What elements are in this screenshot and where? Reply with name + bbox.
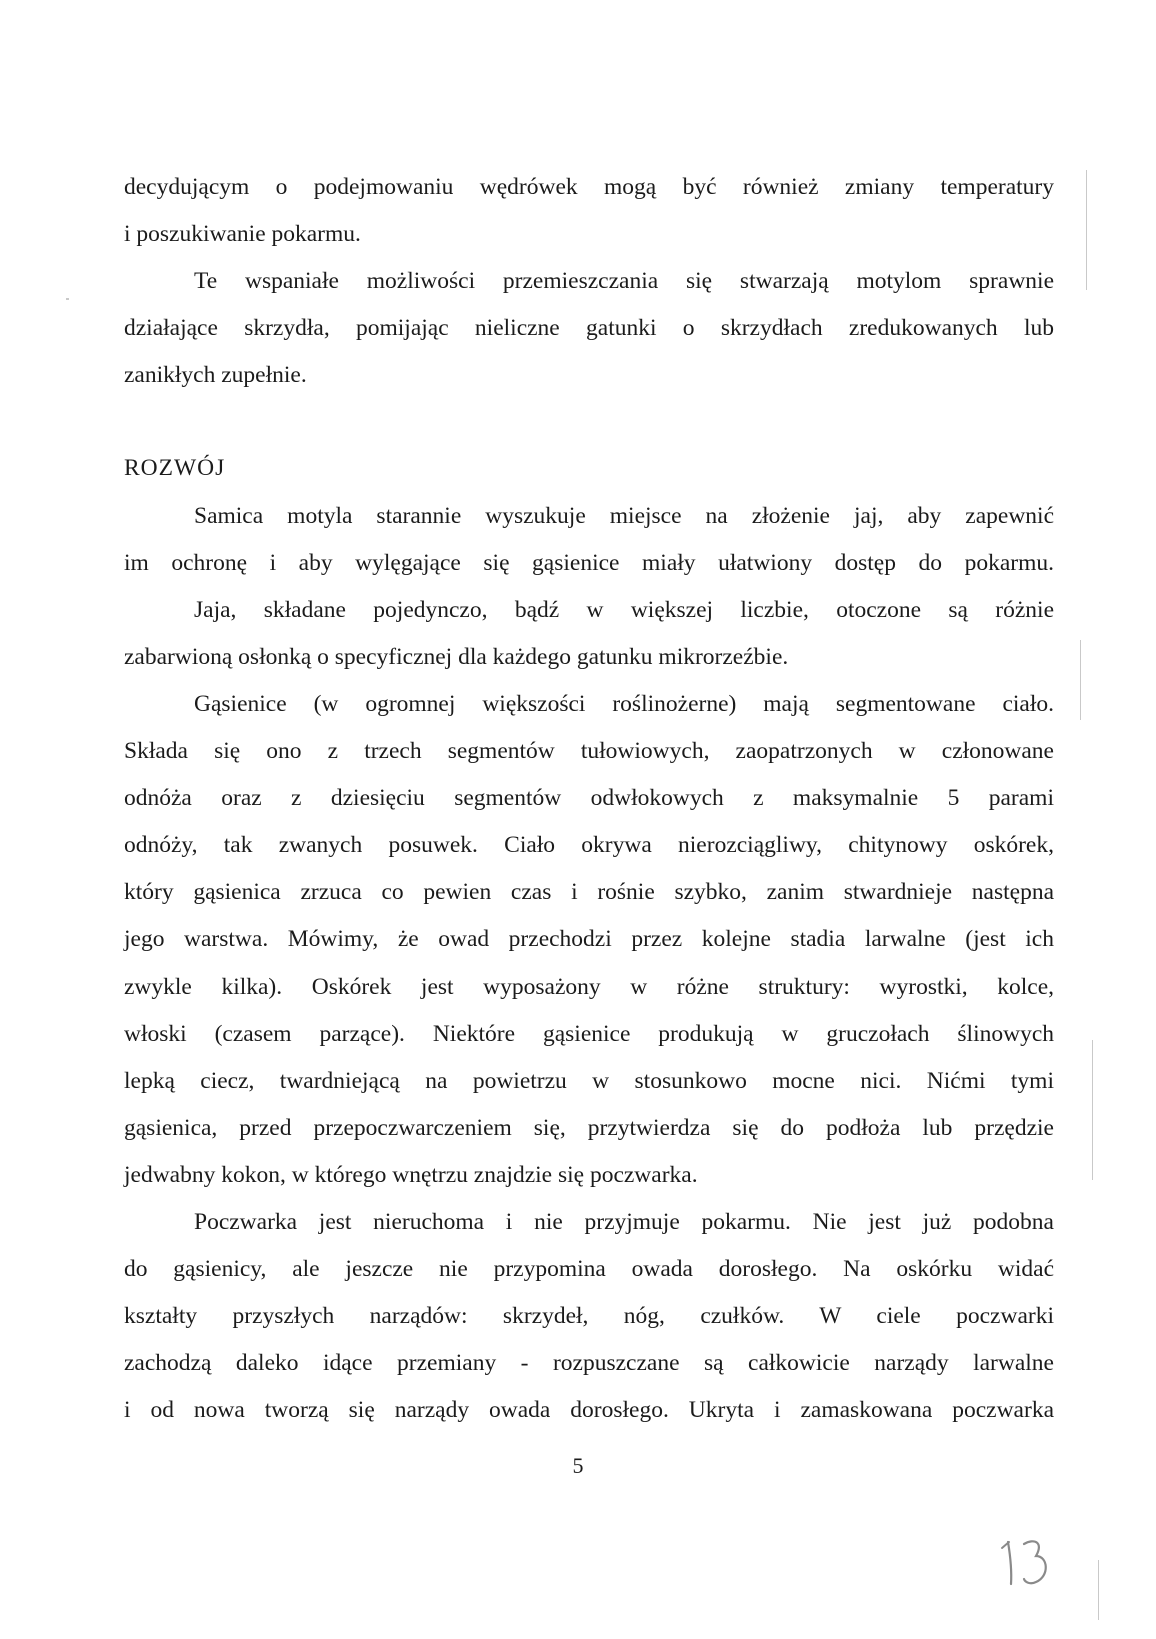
text-line: Składa się ono z trzech segmentów tułowiowych, zaopatrzonych w członowane bbox=[124, 738, 1054, 765]
text-line: Poczwarka jest nieruchoma i nie przyjmuje pokarmu. Nie jest już podobna bbox=[194, 1208, 1054, 1235]
text-line: Te wspaniałe możliwości przemieszczania się stwarzają motylom sprawnie bbox=[194, 268, 1054, 295]
text-line: do gąsienicy, ale jeszcze nie przypomina owada dorosłego. Na oskórku widać bbox=[124, 1256, 1054, 1283]
text-line: zachodzą daleko idące przemiany - rozpuszczane są całkowicie narządy larwalne bbox=[124, 1350, 1054, 1377]
intro-paragraphs bbox=[124, 164, 1054, 399]
text-line: odnóży, tak zwanych posuwek. Ciało okrywa nierozciągliwy, chitynowy oskórek, bbox=[124, 832, 1054, 859]
text-line: Samica motyla starannie wyszukuje miejsce na złożenie jaj, aby zapewnić bbox=[194, 502, 1054, 529]
page-number: 5 bbox=[572, 1453, 584, 1478]
scan-artifact bbox=[1086, 170, 1087, 290]
section-gap bbox=[124, 399, 1054, 445]
text-line: działające skrzydła, pomijając nieliczne gatunki o skrzydłach zredukowanych lub bbox=[124, 315, 1054, 342]
text-line: Gąsienice (w ogromnej większości roślinożerne) mają segmentowane ciało. bbox=[194, 690, 1054, 717]
scan-artifact bbox=[1092, 1040, 1093, 1180]
text-line: gąsienica, przed przepoczwarczeniem się, przytwierdza się do podłoża lub przędzie bbox=[124, 1114, 1054, 1141]
text-line: jego warstwa. Mówimy, że owad przechodzi przez kolejne stadia larwalne (jest ich bbox=[124, 926, 1054, 953]
text-line: włoski (czasem parzące). Niektóre gąsienice produkują w gruczołach ślinowych bbox=[124, 1020, 1054, 1047]
text-line: decydującym o podejmowaniu wędrówek mogą być również zmiany temperatury bbox=[124, 174, 1054, 200]
section-heading: ROZWÓJ bbox=[124, 455, 226, 482]
text-line: Jaja, składane pojedynczo, bądź w większej liczbie, otoczone są różnie bbox=[194, 596, 1054, 623]
body-text bbox=[124, 164, 1054, 1434]
text-line: jedwabny kokon, w którego wnętrzu znajdzie się poczwarka. bbox=[124, 1161, 698, 1188]
handwritten-page-mark bbox=[1000, 1534, 1060, 1594]
text-line: i poszukiwanie pokarmu. bbox=[124, 221, 361, 248]
text-line: im ochronę i aby wylęgające się gąsienice miały ułatwiony dostęp do pokarmu. bbox=[124, 549, 1054, 576]
text-line: zanikłych zupełnie. bbox=[124, 362, 307, 389]
scan-artifact bbox=[1080, 640, 1081, 720]
text-line: i od nowa tworzą się narządy owada dorosłego. Ukryta i zamaskowana poczwarka bbox=[124, 1397, 1054, 1424]
text-line: kształty przyszłych narządów: skrzydeł, nóg, czułków. W ciele poczwarki bbox=[124, 1303, 1054, 1330]
section-paragraphs bbox=[124, 493, 1054, 1435]
text-line: odnóża oraz z dziesięciu segmentów odwłokowych z maksymalnie 5 parami bbox=[124, 785, 1054, 812]
text-line: zabarwioną osłonką o specyficznej dla każdego gatunku mikrorzeźbie. bbox=[124, 643, 789, 670]
text-line: który gąsienica zrzuca co pewien czas i rośnie szybko, zanim stwardnieje następna bbox=[124, 879, 1054, 906]
scan-artifact bbox=[1098, 1560, 1099, 1620]
scan-artifact bbox=[66, 298, 69, 300]
text-line: zwykle kilka). Oskórek jest wyposażony w różne struktury: wyrostki, kolce, bbox=[124, 973, 1054, 1000]
text-line: lepką ciecz, twardniejącą na powietrzu w stosunkowo mocne nici. Nićmi tymi bbox=[124, 1067, 1054, 1094]
